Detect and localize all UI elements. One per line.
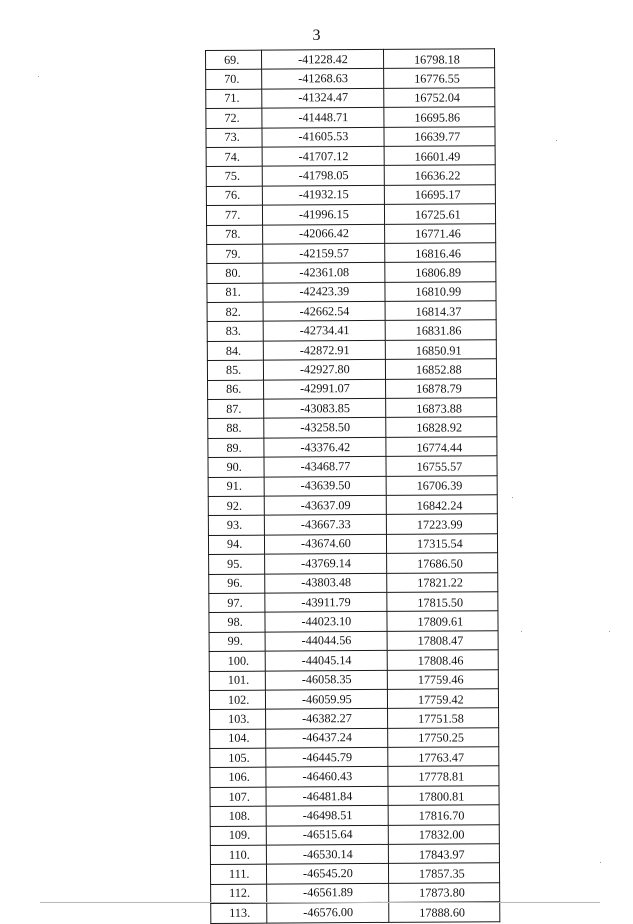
point-number-cell: 75. (206, 166, 262, 186)
x-coordinate-cell: -43911.79 (265, 592, 387, 612)
y-coordinate-cell: 17815.50 (387, 592, 498, 612)
scan-speck (521, 631, 522, 632)
table-row (207, 340, 496, 361)
x-coordinate-cell: -44023.10 (265, 612, 387, 632)
y-coordinate-cell: 17888.60 (389, 902, 500, 922)
x-coordinate-cell: -43637.09 (264, 495, 386, 515)
scan-speck (600, 862, 601, 863)
table-row (207, 320, 496, 341)
x-coordinate-cell: -46460.43 (266, 767, 388, 787)
x-coordinate-cell: -43769.14 (265, 554, 387, 574)
point-number-cell: 98. (209, 612, 265, 632)
y-coordinate-cell: 17686.50 (387, 553, 498, 573)
coordinates-table (205, 48, 500, 923)
table-row (210, 805, 499, 826)
x-coordinate-cell: -43258.50 (264, 418, 386, 438)
scan-speck (512, 497, 513, 498)
y-coordinate-cell: 16850.91 (385, 340, 496, 360)
table-row (206, 165, 495, 186)
x-coordinate-cell: -41707.12 (262, 146, 384, 166)
point-number-cell: 78. (207, 225, 263, 245)
coordinates-table-wrapper (205, 48, 500, 923)
x-coordinate-cell: -41932.15 (262, 185, 384, 205)
table-row (211, 902, 500, 923)
point-number-cell: 70. (206, 70, 262, 90)
x-coordinate-cell: -42927.80 (263, 360, 385, 380)
x-coordinate-cell: -42734.41 (263, 321, 385, 341)
y-coordinate-cell: 17759.42 (387, 689, 498, 709)
table-row (209, 572, 498, 593)
y-coordinate-cell: 16828.92 (386, 417, 497, 437)
x-coordinate-cell: -41448.71 (262, 108, 384, 128)
point-number-cell: 109. (210, 826, 266, 846)
point-number-cell: 92. (208, 496, 264, 516)
point-number-cell: 108. (210, 806, 266, 826)
point-number-cell: 106. (210, 768, 266, 788)
y-coordinate-cell: 17315.54 (386, 533, 497, 553)
x-coordinate-cell: -43376.42 (264, 437, 386, 457)
point-number-cell: 83. (207, 322, 263, 342)
x-coordinate-cell: -41228.42 (262, 49, 384, 69)
y-coordinate-cell: 17843.97 (388, 844, 499, 864)
point-number-cell: 84. (207, 341, 263, 361)
point-number-cell: 88. (208, 419, 264, 439)
table-row (208, 456, 497, 477)
point-number-cell: 96. (209, 574, 265, 594)
x-coordinate-cell: -42423.39 (263, 282, 385, 302)
table-row (206, 68, 495, 89)
x-coordinate-cell: -41324.47 (262, 88, 384, 108)
scan-speck (556, 140, 557, 141)
table-row (208, 495, 497, 516)
point-number-cell: 110. (210, 845, 266, 865)
point-number-cell: 101. (209, 671, 265, 691)
table-row (209, 553, 498, 574)
point-number-cell: 69. (206, 50, 262, 70)
table-row (209, 669, 498, 690)
y-coordinate-cell: 17778.81 (388, 766, 499, 786)
table-row (208, 417, 497, 438)
y-coordinate-cell: 17751.58 (388, 708, 499, 728)
table-row (210, 747, 499, 768)
point-number-cell: 73. (206, 128, 262, 148)
x-coordinate-cell: -43468.77 (264, 457, 386, 477)
x-coordinate-cell: -41798.05 (262, 166, 384, 186)
point-number-cell: 94. (208, 535, 264, 555)
point-number-cell: 93. (208, 516, 264, 536)
point-number-cell: 80. (207, 263, 263, 283)
scan-edge-line (40, 902, 600, 903)
point-number-cell: 89. (208, 438, 264, 458)
table-row (210, 863, 499, 884)
y-coordinate-cell: 16816.46 (385, 243, 496, 263)
point-number-cell: 90. (208, 457, 264, 477)
table-row (206, 126, 495, 147)
table-row (207, 281, 496, 302)
x-coordinate-cell: -44044.56 (265, 631, 387, 651)
x-coordinate-cell: -42991.07 (264, 379, 386, 399)
table-row (210, 766, 499, 787)
point-number-cell: 111. (210, 865, 266, 885)
x-coordinate-cell: -46576.00 (267, 903, 389, 923)
point-number-cell: 103. (210, 709, 266, 729)
point-number-cell: 105. (210, 748, 266, 768)
y-coordinate-cell: 16695.86 (384, 107, 495, 127)
x-coordinate-cell: -41605.53 (262, 127, 384, 147)
y-coordinate-cell: 16725.61 (384, 204, 495, 224)
table-row (207, 262, 496, 283)
y-coordinate-cell: 17808.46 (387, 650, 498, 670)
point-number-cell: 104. (210, 729, 266, 749)
table-row (207, 243, 496, 264)
table-row (210, 824, 499, 845)
point-number-cell: 82. (207, 302, 263, 322)
table-row (210, 708, 499, 729)
x-coordinate-cell: -42361.08 (263, 263, 385, 283)
point-number-cell: 74. (206, 147, 262, 167)
table-row (206, 204, 495, 225)
table-row (207, 359, 496, 380)
y-coordinate-cell: 16695.17 (384, 184, 495, 204)
x-coordinate-cell: -43639.50 (264, 476, 386, 496)
y-coordinate-cell: 16776.55 (384, 68, 495, 88)
table-row (210, 844, 499, 865)
table-row (208, 378, 497, 399)
point-number-cell: 81. (207, 283, 263, 303)
point-number-cell: 102. (209, 690, 265, 710)
point-number-cell: 91. (208, 477, 264, 497)
x-coordinate-cell: -41268.63 (262, 69, 384, 89)
table-row (209, 630, 498, 651)
x-coordinate-cell: -44045.14 (265, 651, 387, 671)
y-coordinate-cell: 16810.99 (385, 281, 496, 301)
x-coordinate-cell: -43674.60 (264, 534, 386, 554)
table-row (208, 398, 497, 419)
table-row (206, 49, 495, 70)
x-coordinate-cell: -42662.54 (263, 301, 385, 321)
y-coordinate-cell: 17821.22 (387, 572, 498, 592)
x-coordinate-cell: -46561.89 (267, 883, 389, 903)
x-coordinate-cell: -43083.85 (264, 398, 386, 418)
y-coordinate-cell: 16755.57 (386, 456, 497, 476)
scan-speck (38, 76, 39, 77)
point-number-cell: 87. (208, 399, 264, 419)
x-coordinate-cell: -43803.48 (265, 573, 387, 593)
x-coordinate-cell: -46059.95 (265, 689, 387, 709)
y-coordinate-cell: 17809.61 (387, 611, 498, 631)
table-row (206, 184, 495, 205)
y-coordinate-cell: 17816.70 (388, 805, 499, 825)
y-coordinate-cell: 17763.47 (388, 747, 499, 767)
y-coordinate-cell: 16873.88 (386, 398, 497, 418)
x-coordinate-cell: -46515.64 (266, 825, 388, 845)
point-number-cell: 85. (207, 360, 263, 380)
y-coordinate-cell: 17223.99 (386, 514, 497, 534)
x-coordinate-cell: -46481.84 (266, 786, 388, 806)
table-row (210, 786, 499, 807)
table-row (208, 514, 497, 535)
y-coordinate-cell: 16752.04 (384, 88, 495, 108)
point-number-cell: 76. (206, 186, 262, 206)
x-coordinate-cell: -43667.33 (264, 515, 386, 535)
y-coordinate-cell: 16798.18 (383, 49, 494, 69)
table-row (211, 883, 500, 904)
x-coordinate-cell: -46382.27 (266, 709, 388, 729)
y-coordinate-cell: 16842.24 (386, 495, 497, 515)
x-coordinate-cell: -46498.51 (266, 806, 388, 826)
y-coordinate-cell: 17750.25 (388, 727, 499, 747)
table-row (209, 592, 498, 613)
y-coordinate-cell: 16706.39 (386, 475, 497, 495)
table-row (206, 88, 495, 109)
y-coordinate-cell: 16852.88 (385, 359, 496, 379)
y-coordinate-cell: 16831.86 (385, 320, 496, 340)
y-coordinate-cell: 17832.00 (388, 824, 499, 844)
point-number-cell: 113. (211, 903, 267, 923)
point-number-cell: 77. (206, 205, 262, 225)
table-row (207, 301, 496, 322)
y-coordinate-cell: 16806.89 (385, 262, 496, 282)
y-coordinate-cell: 17759.46 (387, 669, 498, 689)
page-number: 3 (312, 27, 321, 44)
x-coordinate-cell: -46530.14 (266, 844, 388, 864)
y-coordinate-cell: 17857.35 (388, 863, 499, 883)
point-number-cell: 71. (206, 89, 262, 109)
x-coordinate-cell: -46445.79 (266, 747, 388, 767)
y-coordinate-cell: 16814.37 (385, 301, 496, 321)
x-coordinate-cell: -46545.20 (266, 864, 388, 884)
point-number-cell: 97. (209, 593, 265, 613)
x-coordinate-cell: -46058.35 (265, 670, 387, 690)
table-row (207, 223, 496, 244)
point-number-cell: 99. (209, 632, 265, 652)
point-number-cell: 79. (207, 244, 263, 264)
y-coordinate-cell: 16878.79 (386, 378, 497, 398)
point-number-cell: 112. (211, 884, 267, 904)
x-coordinate-cell: -42066.42 (263, 224, 385, 244)
table-row (208, 437, 497, 458)
coordinates-table-body (206, 49, 500, 923)
point-number-cell: 95. (209, 554, 265, 574)
y-coordinate-cell: 16601.49 (384, 146, 495, 166)
y-coordinate-cell: 16774.44 (386, 437, 497, 457)
table-row (206, 107, 495, 128)
table-row (208, 475, 497, 496)
y-coordinate-cell: 17800.81 (388, 786, 499, 806)
point-number-cell: 100. (209, 651, 265, 671)
point-number-cell: 107. (210, 787, 266, 807)
y-coordinate-cell: 17808.47 (387, 630, 498, 650)
table-row (209, 611, 498, 632)
y-coordinate-cell: 16636.22 (384, 165, 495, 185)
table-row (210, 727, 499, 748)
point-number-cell: 72. (206, 108, 262, 128)
table-row (209, 650, 498, 671)
y-coordinate-cell: 17873.80 (389, 883, 500, 903)
table-row (209, 689, 498, 710)
x-coordinate-cell: -42872.91 (263, 340, 385, 360)
scan-speck (609, 631, 610, 632)
x-coordinate-cell: -41996.15 (262, 205, 384, 225)
y-coordinate-cell: 16639.77 (384, 126, 495, 146)
table-row (206, 146, 495, 167)
point-number-cell: 86. (208, 380, 264, 400)
x-coordinate-cell: -46437.24 (266, 728, 388, 748)
table-row (208, 533, 497, 554)
x-coordinate-cell: -42159.57 (263, 243, 385, 263)
y-coordinate-cell: 16771.46 (385, 223, 496, 243)
